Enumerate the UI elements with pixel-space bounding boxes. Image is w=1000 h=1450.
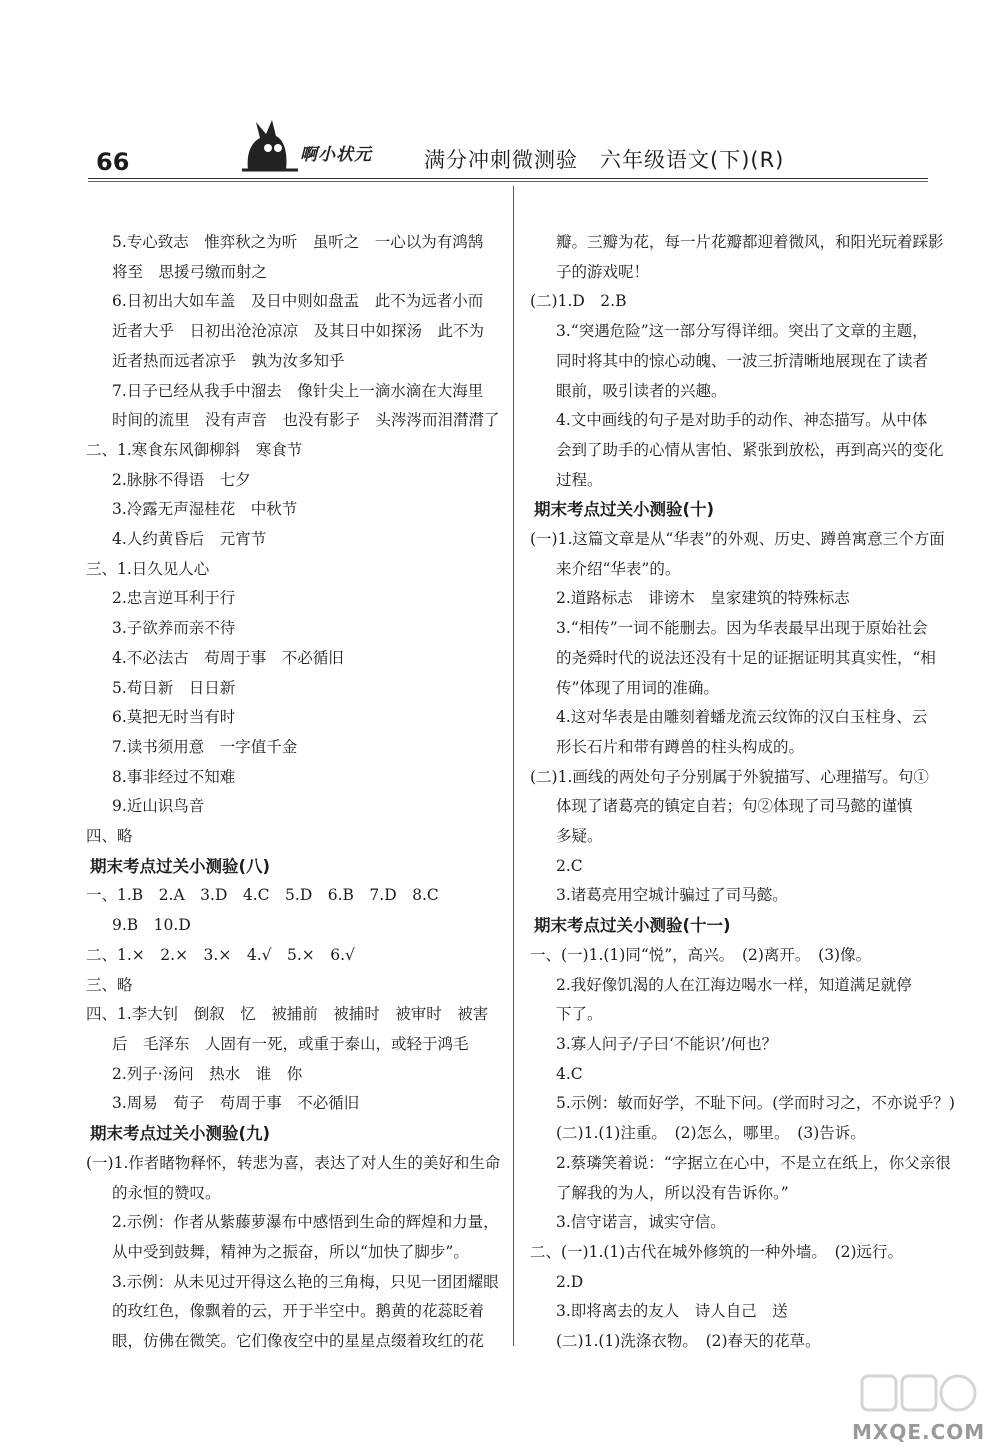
section-heading: 期末考点过关小测验(八) — [90, 856, 271, 876]
answer-line: 体现了诸葛亮的镇定自若；句②体现了司马懿的谨慎 — [556, 797, 913, 816]
header-title: 满分冲刺微测验 六年级语文(下)(R) — [424, 148, 785, 172]
answer-line: 7.日子已经从我手中溜去 像针尖上一滴水滴在大海里 — [112, 381, 484, 400]
answer-line: 瓣。三瓣为花，每一片花瓣都迎着微风，和阳光玩着踩影 — [556, 233, 944, 251]
answer-line: (二)1.(1)注重。 (2)怎么，哪里。 (3)告诉。 — [556, 1124, 866, 1143]
answer-line: 7.读书须用意 一字值千金 — [112, 737, 298, 756]
answer-line: 一、(一)1.(1)同“悦”，高兴。 (2)离开。 (3)像。 — [530, 945, 872, 964]
left-column — [86, 228, 506, 1357]
answer-line: 四、略 — [86, 827, 133, 846]
answer-line: 3.子欲养而亲不待 — [112, 619, 236, 638]
answer-line: 9.近山识鸟音 — [112, 797, 205, 816]
answer-line: 4.不必法古 苟周于事 不必循旧 — [112, 648, 344, 667]
answer-line: 3.即将离去的友人 诗人自己 送 — [556, 1302, 788, 1321]
answer-line: 3.冷露无声湿桂花 中秋节 — [112, 500, 298, 519]
answer-line: 会到了助手的心情从害怕、紧张到放松，再到高兴的变化 — [556, 440, 944, 459]
answer-line: 将至 思援弓缴而射之 — [112, 262, 268, 281]
answer-line: 3.“突遇危险”这一部分写得详细。突出了文章的主题， — [556, 322, 928, 341]
answer-line: 过程。 — [556, 470, 603, 489]
section-heading: 期末考点过关小测验(十) — [534, 500, 715, 520]
answer-line: 形长石片和带有蹲兽的柱头构成的。 — [556, 737, 805, 756]
answer-line: 三、略 — [86, 975, 133, 994]
answer-line: 6.日初出大如车盖 及日中则如盘盂 此不为远者小而 — [112, 292, 484, 311]
answer-line: 下了。 — [556, 1005, 603, 1024]
answer-line: 近者大乎 日初出沧沧凉凉 及其日中如探汤 此不为 — [112, 322, 485, 341]
answer-line: 了解我的为人，所以没有告诉你。” — [556, 1183, 789, 1202]
answer-line: 多疑。 — [556, 827, 603, 846]
answer-line: 5.苟日新 日日新 — [112, 678, 236, 697]
answer-line: (二)1.D 2.B — [530, 292, 627, 311]
answer-line: 3.“相传”一词不能删去。因为华表最早出现于原始社会 — [556, 619, 928, 638]
answer-line: 3.诸葛亮用空城计骗过了司马懿。 — [556, 886, 788, 905]
column-divider — [513, 186, 514, 1346]
answer-line: 4.C — [556, 1064, 583, 1083]
answer-line: 2.蔡璘笑着说：“字据立在心中，不是立在纸上，你父亲很 — [556, 1153, 951, 1172]
answer-line: 9.B 10.D — [112, 916, 191, 935]
answer-line: 后 毛泽东 人固有一死，或重于泰山，或轻于鸿毛 — [112, 1034, 469, 1053]
answer-line: (二)1.画线的两处句子分别属于外貌描写、心理描写。句① — [530, 767, 929, 786]
answer-line: 眼前，吸引读者的兴趣。 — [556, 381, 727, 400]
header-rule — [88, 178, 928, 182]
answer-line: 3.周易 荀子 苟周于事 不必循旧 — [112, 1094, 360, 1113]
answer-line: 的玫红色，像飘着的云，开于半空中。鹅黄的花蕊眨着 — [112, 1302, 485, 1321]
answer-line: 二、1.寒食东风御柳斜 寒食节 — [86, 440, 303, 459]
answer-line: 同时将其中的惊心动魄、一波三折清晰地展现在了读者 — [556, 351, 929, 370]
answer-line: 三、1.日久见人心 — [86, 559, 210, 578]
answer-line: 二、(一)1.(1)古代在城外修筑的一种外墙。 (2)远行。 — [530, 1242, 904, 1261]
answer-line: 2.道路标志 诽谤木 皇家建筑的特殊标志 — [556, 589, 850, 608]
answer-line: 来介绍“华表”的。 — [556, 559, 681, 578]
answer-line: 8.事非经过不知难 — [112, 767, 236, 786]
answer-line: 3.信守诺言，诚实守信。 — [556, 1213, 726, 1232]
answer-line: (一)1.作者睹物释怀，转悲为喜，表达了对人生的美好和生命 — [86, 1153, 501, 1172]
answer-line: 4.文中画线的句子是对助手的动作、神态描写。从中体 — [556, 411, 928, 430]
answer-line: 2.脉脉不得语 七夕 — [112, 470, 251, 489]
answer-line: 3.寡人问子/子曰‘不能识’/何也？ — [556, 1034, 778, 1053]
answer-line: 6.莫把无时当有时 — [112, 708, 236, 727]
answer-line: 一、1.B 2.A 3.D 4.C 5.D 6.B 7.D 8.C — [86, 886, 439, 905]
answer-line: 传”体现了用词的准确。 — [556, 678, 719, 697]
answer-line: 子的游戏呢！ — [556, 262, 650, 281]
logo-text: 啊小状元 — [300, 145, 372, 165]
right-column — [530, 228, 955, 1357]
answer-line: 3.示例：从未见过开得这么艳的三角梅，只见一团团耀眼 — [112, 1272, 499, 1291]
answer-line: 4.这对华表是由雕刻着蟠龙流云纹饰的汉白玉柱身、云 — [556, 708, 928, 727]
answer-line: 2.我好像饥渴的人在江海边喝水一样，知道满足就停 — [556, 975, 912, 994]
page-number: 66 — [96, 148, 130, 176]
answer-line: 5.专心致志 惟弈秋之为听 虽听之 一心以为有鸿鹄 — [112, 233, 484, 251]
answer-line: 近者热而远者凉乎 孰为汝多知乎 — [112, 351, 345, 370]
answer-line: 2.列子·汤问 热水 谁 你 — [112, 1064, 303, 1083]
section-heading: 期末考点过关小测验(九) — [90, 1124, 271, 1144]
answer-line: (一)1.这篇文章是从“华表”的外观、历史、蹲兽寓意三个方面 — [530, 530, 945, 549]
answer-line: 5.示例：敏而好学，不耻下问。(学而时习之，不亦说乎？) — [556, 1094, 955, 1113]
answer-line: 时间的流里 没有声音 也没有影子 头涔涔而泪潸潸了 — [112, 411, 500, 430]
answer-line: 的永恒的赞叹。 — [112, 1183, 221, 1202]
watermark-url: MXQE.COM — [852, 1420, 986, 1444]
answer-line: 2.C — [556, 856, 583, 875]
answer-line: 二、1.× 2.× 3.× 4.√ 5.× 6.√ — [86, 945, 355, 964]
answer-line: (二)1.(1)洗涤衣物。 (2)春天的花草。 — [556, 1332, 821, 1351]
answer-line: 2.D — [556, 1272, 584, 1291]
answer-line: 2.忠言逆耳利于行 — [112, 589, 236, 608]
answer-line: 的尧舜时代的说法还没有十足的证据证明其真实性，“相 — [556, 648, 936, 667]
section-heading: 期末考点过关小测验(十一) — [534, 916, 731, 936]
answer-line: 从中受到鼓舞，精神为之振奋，所以“加快了脚步”。 — [112, 1242, 469, 1261]
answer-line: 2.示例：作者从紫藤萝瀑布中感悟到生命的辉煌和力量， — [112, 1213, 499, 1232]
answer-line: 4.人约黄昏后 元宵节 — [112, 530, 267, 549]
answer-line: 四、1.李大钊 倒叙 忆 被捕前 被捕时 被审时 被害 — [86, 1005, 489, 1024]
answer-line: 眼，仿佛在微笑。它们像夜空中的星星点缀着玫红的花 — [112, 1332, 485, 1351]
